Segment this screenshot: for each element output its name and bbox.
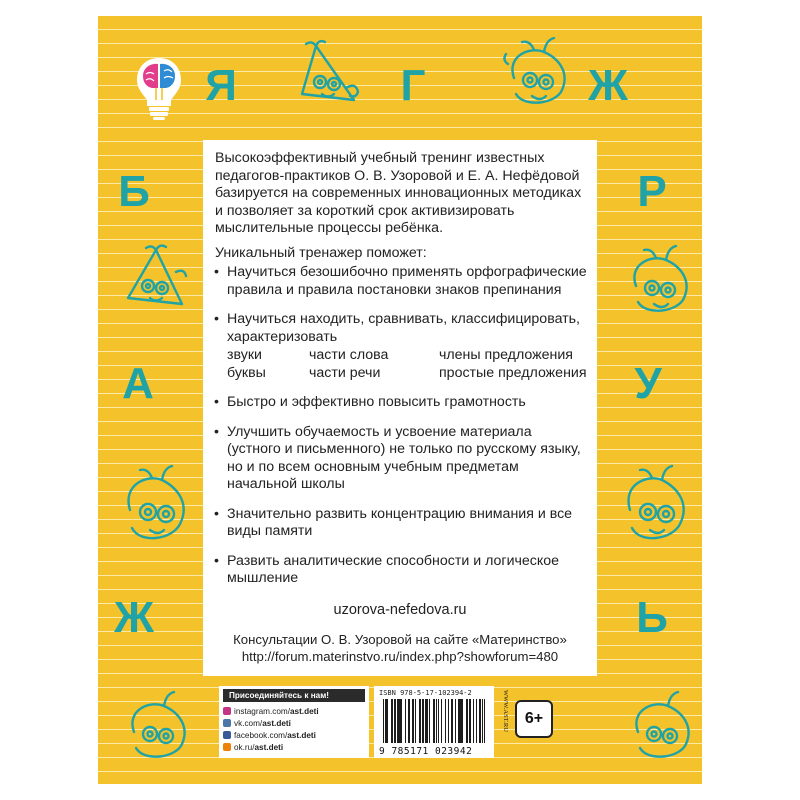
term: простые предложения — [439, 364, 587, 381]
consultation-text: Консультации О. В. Узоровой на сайте «Материнство» — [233, 632, 567, 647]
social-link[interactable]: facebook.com/ ast.deti — [223, 729, 365, 741]
benefit-item: • Быстро и эффективно повысить грамотность — [211, 394, 589, 412]
barcode-bar — [423, 699, 424, 743]
barcode-bar — [482, 699, 483, 743]
vk-icon — [223, 719, 231, 727]
barcode-bar — [426, 699, 427, 743]
barcode-bar — [466, 699, 467, 743]
cat-monster-doodle — [622, 242, 698, 326]
barcode-bar — [391, 699, 392, 743]
publisher-site[interactable]: WWW.AST.RU — [502, 690, 509, 732]
barcode-bar — [441, 699, 442, 743]
barcode-bar — [385, 699, 386, 743]
decor-letter: Г — [400, 61, 426, 110]
barcode-bar — [470, 699, 471, 743]
barcode-bar — [419, 699, 420, 743]
term: звуки — [227, 347, 262, 363]
age-rating-badge: 6+ — [515, 700, 553, 738]
terms-grid — [227, 347, 589, 382]
barcode-bar — [469, 699, 470, 743]
barcode-bar — [484, 699, 485, 743]
cat-monster-doodle — [116, 460, 196, 556]
benefit-item: • Развить аналитические способности и логическое мышление — [211, 553, 589, 588]
social-link[interactable]: instagram.com/ ast.deti — [223, 705, 365, 717]
benefit-item: • Научиться безошибочно применять орфографические правила и правила постановки знаков препинания — [211, 264, 589, 299]
cat-monster-doodle — [120, 688, 196, 778]
social-link[interactable]: ok.ru/ ast.deti — [223, 741, 365, 753]
lightbulb-brain-logo — [134, 56, 184, 122]
decor-letter: А — [122, 359, 154, 408]
barcode-bar — [408, 699, 409, 743]
term: части слова — [309, 347, 389, 363]
forum-link[interactable]: http://forum.materinstvo.ru/index.php?showforum=480 — [241, 649, 559, 664]
barcode-bar — [433, 699, 434, 743]
barcode-bar — [460, 699, 461, 743]
barcode-bar — [436, 699, 437, 743]
barcode-bar — [480, 699, 481, 743]
benefit-item: • Улучшить обучаемость и усвоение материала (устного и письменного) не только по русскому языку, но и по всем основным учебным предметам начальной школы — [211, 424, 589, 494]
barcode-bar — [467, 699, 468, 743]
term: члены предложения — [439, 347, 573, 363]
triangle-monster-doodle — [120, 242, 190, 318]
barcode-bar — [405, 699, 406, 743]
benefit-item: • Научиться находить, сравнивать, классифицировать, характеризовать звуки части слова члены предложения буквы части речи простые предложения — [211, 311, 589, 382]
barcode-bar — [400, 699, 401, 743]
barcode-bar — [461, 699, 462, 743]
barcode-bar — [394, 699, 395, 743]
barcode-bar — [383, 699, 384, 743]
barcode-bar — [415, 699, 416, 743]
intro-paragraph: Высокоэффективный учебный тренинг известных педагогов-практиков О. В. Узоровой и Е. А. Нефёдовой базируется на современных инновационных методиках и позволяет за короткий срок активизировать мыслительные процессы ребёнка. — [215, 150, 582, 236]
barcode-bar — [462, 699, 463, 743]
website-link[interactable]: uzorova-nefedova.ru — [333, 601, 467, 618]
decor-letter: Ж — [588, 61, 628, 110]
barcode-bar — [420, 699, 421, 743]
cat-monster-doodle — [624, 688, 700, 778]
barcode-bar — [479, 699, 480, 743]
instagram-icon — [223, 707, 231, 715]
barcode-bar — [413, 699, 414, 743]
barcode-bar — [412, 699, 413, 743]
barcode-bar — [455, 699, 456, 743]
benefits-list — [211, 264, 589, 588]
decor-letter: Я — [205, 61, 237, 110]
description-panel — [203, 140, 597, 676]
barcode-bar — [429, 699, 430, 743]
barcode-bar — [425, 699, 426, 743]
barcode-bar — [451, 699, 452, 743]
barcode-bar — [409, 699, 410, 743]
decor-letter: Ь — [636, 593, 668, 642]
barcode-bar — [401, 699, 402, 743]
barcode-bar — [386, 699, 387, 743]
barcode-bar — [434, 699, 435, 743]
cat-monster-doodle — [616, 460, 696, 556]
decor-letter: Ж — [114, 593, 154, 642]
facebook-icon — [223, 731, 231, 739]
barcode-bar — [395, 699, 396, 743]
social-links-box — [219, 686, 369, 758]
social-heading: Присоединяйтесь к нам! — [223, 689, 365, 702]
barcode-bar — [399, 699, 400, 743]
barcode-bar — [387, 699, 388, 743]
barcode-bar — [459, 699, 460, 743]
barcode-bar — [452, 699, 453, 743]
cat-monster-doodle — [500, 34, 576, 118]
barcode-bar — [448, 699, 449, 743]
triangle-monster-doodle — [294, 38, 364, 114]
barcode-bar — [476, 699, 477, 743]
isbn-label: ISBN 978-5-17-102394-2 — [379, 689, 472, 697]
decor-letter: Б — [118, 167, 150, 216]
benefit-item: • Значительно развить концентрацию внимания и все виды памяти — [211, 506, 589, 541]
ok-icon — [223, 743, 231, 751]
term: буквы — [227, 364, 266, 381]
barcode-bar — [398, 699, 399, 743]
barcode-bar — [392, 699, 393, 743]
decor-letter: У — [634, 359, 662, 408]
ean-number: 9 785171 023942 — [379, 746, 473, 757]
term: части речи — [309, 364, 381, 381]
barcode-bar — [445, 699, 446, 743]
barcode-bar — [397, 699, 398, 743]
benefits-heading: Уникальный тренажер поможет: — [215, 244, 427, 261]
social-link[interactable]: vk.com/ ast.deti — [223, 717, 365, 729]
barcode-bar — [422, 699, 423, 743]
barcode-box — [374, 686, 494, 758]
barcode-bar — [473, 699, 474, 743]
barcode-bar — [438, 699, 439, 743]
decor-letter: Р — [637, 167, 667, 216]
barcode-bar — [427, 699, 428, 743]
barcode — [379, 699, 489, 743]
barcode-bar — [458, 699, 459, 743]
consultation-info — [211, 631, 589, 665]
